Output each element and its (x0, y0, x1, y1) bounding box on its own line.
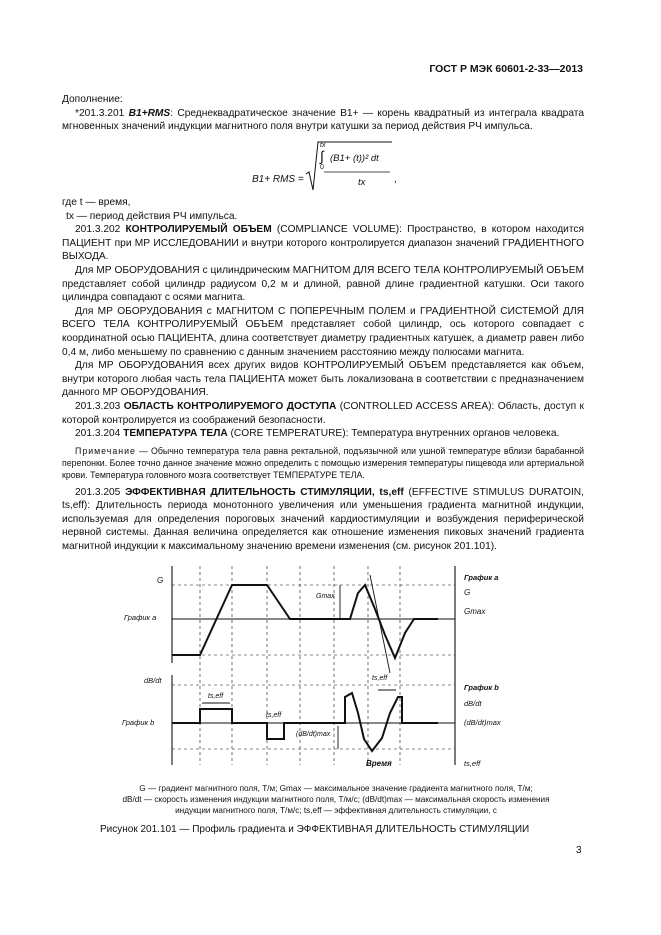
legend-line-1: G — градиент магнитного поля, Т/м; Gmax — максимальное значение градиента магнитного поля, Т/м; (139, 784, 533, 793)
label-ts-eff-right: ts,eff (464, 759, 481, 768)
legend-line-3: индукции магнитного поля, Т/м/с; ts,eff — эффективная длительность стимуляции, с (175, 806, 497, 815)
figure-graphic (100, 563, 570, 773)
label-graph-b-left: График b (122, 718, 155, 727)
label-dbdt-max-right: (dB/dt)max (464, 718, 501, 727)
formula-lhs: B1+ RMS = (252, 174, 304, 185)
label-graph-a-right: График а (464, 573, 499, 582)
section-202: 201.3.202 КОНТРОЛИРУЕМЫЙ ОБЪЕМ (COMPLIANCE VOLUME): Пространство, в котором находится ПАЦИЕНТ при МР ИССЛЕДОВАНИИ и внутри которого контролируется диапазон значений ГРАДИЕНТНОГО ВЫХОДА. (62, 224, 584, 263)
where-t: где t — время, (62, 197, 131, 208)
term-stimulus-duration: ЭФФЕКТИВНАЯ ДЛИТЕЛЬНОСТЬ СТИМУЛЯЦИИ, ts,eff (125, 486, 404, 498)
def-term: B1+RMS (128, 107, 171, 119)
label-g-right: G (464, 588, 471, 597)
definition-201 (62, 107, 584, 134)
paragraph-1: Для МР ОБОРУДОВАНИЯ с цилиндрическим МАГНИТОМ ДЛЯ ВСЕГО ТЕЛА КОНТРОЛИРУЕМЫЙ ОБЪЕМ представляет собой цилиндр радиусом 0,2 м и длиной, равной длине градиентной катушки. Оси такого цилиндра совпадают с осями магнита. (62, 264, 584, 304)
legend-line-2: dB/dt — скорость изменения индукции магнитного поля, Т/м/с; (dB/dt)max — максимальная скорость изменения (122, 795, 550, 804)
def-number: *201.3.201 (75, 107, 129, 119)
document-header: ГОСТ Р МЭК 60601-2-33—2013 (429, 63, 583, 75)
label-graph-a-left: График а (124, 613, 157, 622)
formula-upper: tx (320, 142, 326, 149)
note-label: Примечание (75, 445, 136, 456)
where-tx: tx — период действия РЧ импульса. (66, 210, 238, 222)
formula-comma: , (394, 174, 397, 185)
label-ts-eff-2: ts,eff (266, 712, 282, 719)
section-204: 201.3.204 ТЕМПЕРАТУРА ТЕЛА (CORE TEMPERATURE): Температура внутренних органов человека. (75, 428, 560, 440)
label-dbdt-right: dB/dt (464, 699, 482, 708)
label-gmax-right: Gmax (464, 607, 486, 616)
integral-sign: ∫ (320, 148, 324, 164)
label-dbdt-max-inner: (dB/dt)max (296, 731, 331, 738)
formula-denominator: tx (358, 177, 366, 188)
figure-legend (86, 783, 586, 816)
gradient-waveform (172, 585, 438, 658)
label-dbdt: dB/dt (144, 676, 162, 685)
term-compliance-volume: КОНТРОЛИРУЕМЫЙ ОБЪЕМ (125, 224, 272, 236)
section-203: 201.3.203 ОБЛАСТЬ КОНТРОЛИРУЕМОГО ДОСТУПА (CONTROLLED ACCESS AREA): Область, доступ к которой контролируется из соображений безопасности. (62, 400, 584, 426)
body-text (62, 196, 584, 554)
sqrt-sign (304, 140, 394, 198)
formula-integrand: (B1+ (t))² dt (330, 153, 379, 164)
addition-title: Дополнение: (62, 94, 123, 105)
term-controlled-access: ОБЛАСТЬ КОНТРОЛИРУЕМОГО ДОСТУПА (123, 400, 337, 412)
def-text: : Среднеквадратическое значение B1+ — корень квадратный из интеграла квадрата мгновенных значений индукции магнитного поля внутри катушки за период действия РЧ импульса. (62, 107, 584, 133)
gradient-profile-figure (100, 563, 570, 773)
paragraph-3: Для МР ОБОРУДОВАНИЯ всех других видов КОНТРОЛИРУЕМЫЙ ОБЪЕМ представляется как объем, внутри которого любая часть тела ПАЦИЕНТА может быть локализована в соответствии с предназначением данного МР ОБОРУДОВАНИЯ. (62, 360, 584, 399)
figure-caption: Рисунок 201.101 — Профиль градиента и ЭФФЕКТИВНАЯ ДЛИТЕЛЬНОСТЬ СТИМУЛЯЦИИ (100, 824, 530, 835)
page-number: 3 (576, 845, 582, 856)
addition-block (62, 93, 584, 134)
formula-lower: 0 (320, 164, 324, 171)
dbdt-waveform (172, 693, 438, 751)
label-ts-eff-3: ts,eff (372, 675, 388, 682)
label-gmax-inner: Gmax (316, 593, 335, 600)
label-g: G (157, 576, 164, 585)
rms-formula (250, 140, 397, 200)
section-205: 201.3.205 ЭФФЕКТИВНАЯ ДЛИТЕЛЬНОСТЬ СТИМУЛЯЦИИ, ts,eff (EFFECTIVE STIMULUS DURATOIN, ts,eff): Длительность периода монотонного увеличения или уменьшения градиента магнитной индукции, используемая для определения пороговых значений кардиостимуляции и возбуждения периферической нервной системы. Данная величина определяется как отношение изменения пиковых значений градиента магнитной индукции к максимальному значению времени изменения (см. рисунок 201.101). (62, 486, 584, 553)
label-graph-b-right: График b (464, 683, 499, 692)
paragraph-2: Для МР ОБОРУДОВАНИЯ с МАГНИТОМ С ПОПЕРЕЧНЫМ ПОЛЕМ и ГРАДИЕНТНОЙ СИСТЕМОЙ ДЛЯ ВСЕГО ТЕЛА КОНТРОЛИРУЕМЫЙ ОБЪЕМ представляет собой цилиндр, ось которого совпадает с координатной осью ПАЦИЕНТА, длина соответствует диаметру градиентных катушек, а диаметр равен либо 0,4 м, либо меньшему по сравнению с данным значением расстоянию между полюсами магнита. (62, 305, 584, 358)
note: Примечание — Обычно температура тела равна ректальной, подъязычной или ушной температуре вблизи барабанной перепонки. Более точно данное значение можно определить с помощью измерения температуры пищевода или артериальной крови. Температура головного мозга соответствует ТЕМПЕРАТУРЕ ТЕЛА. (62, 445, 584, 480)
label-ts-eff-1: ts,eff (208, 693, 224, 700)
label-time: Время (366, 759, 392, 768)
term-core-temperature: ТЕМПЕРАТУРА ТЕЛА (123, 428, 228, 440)
